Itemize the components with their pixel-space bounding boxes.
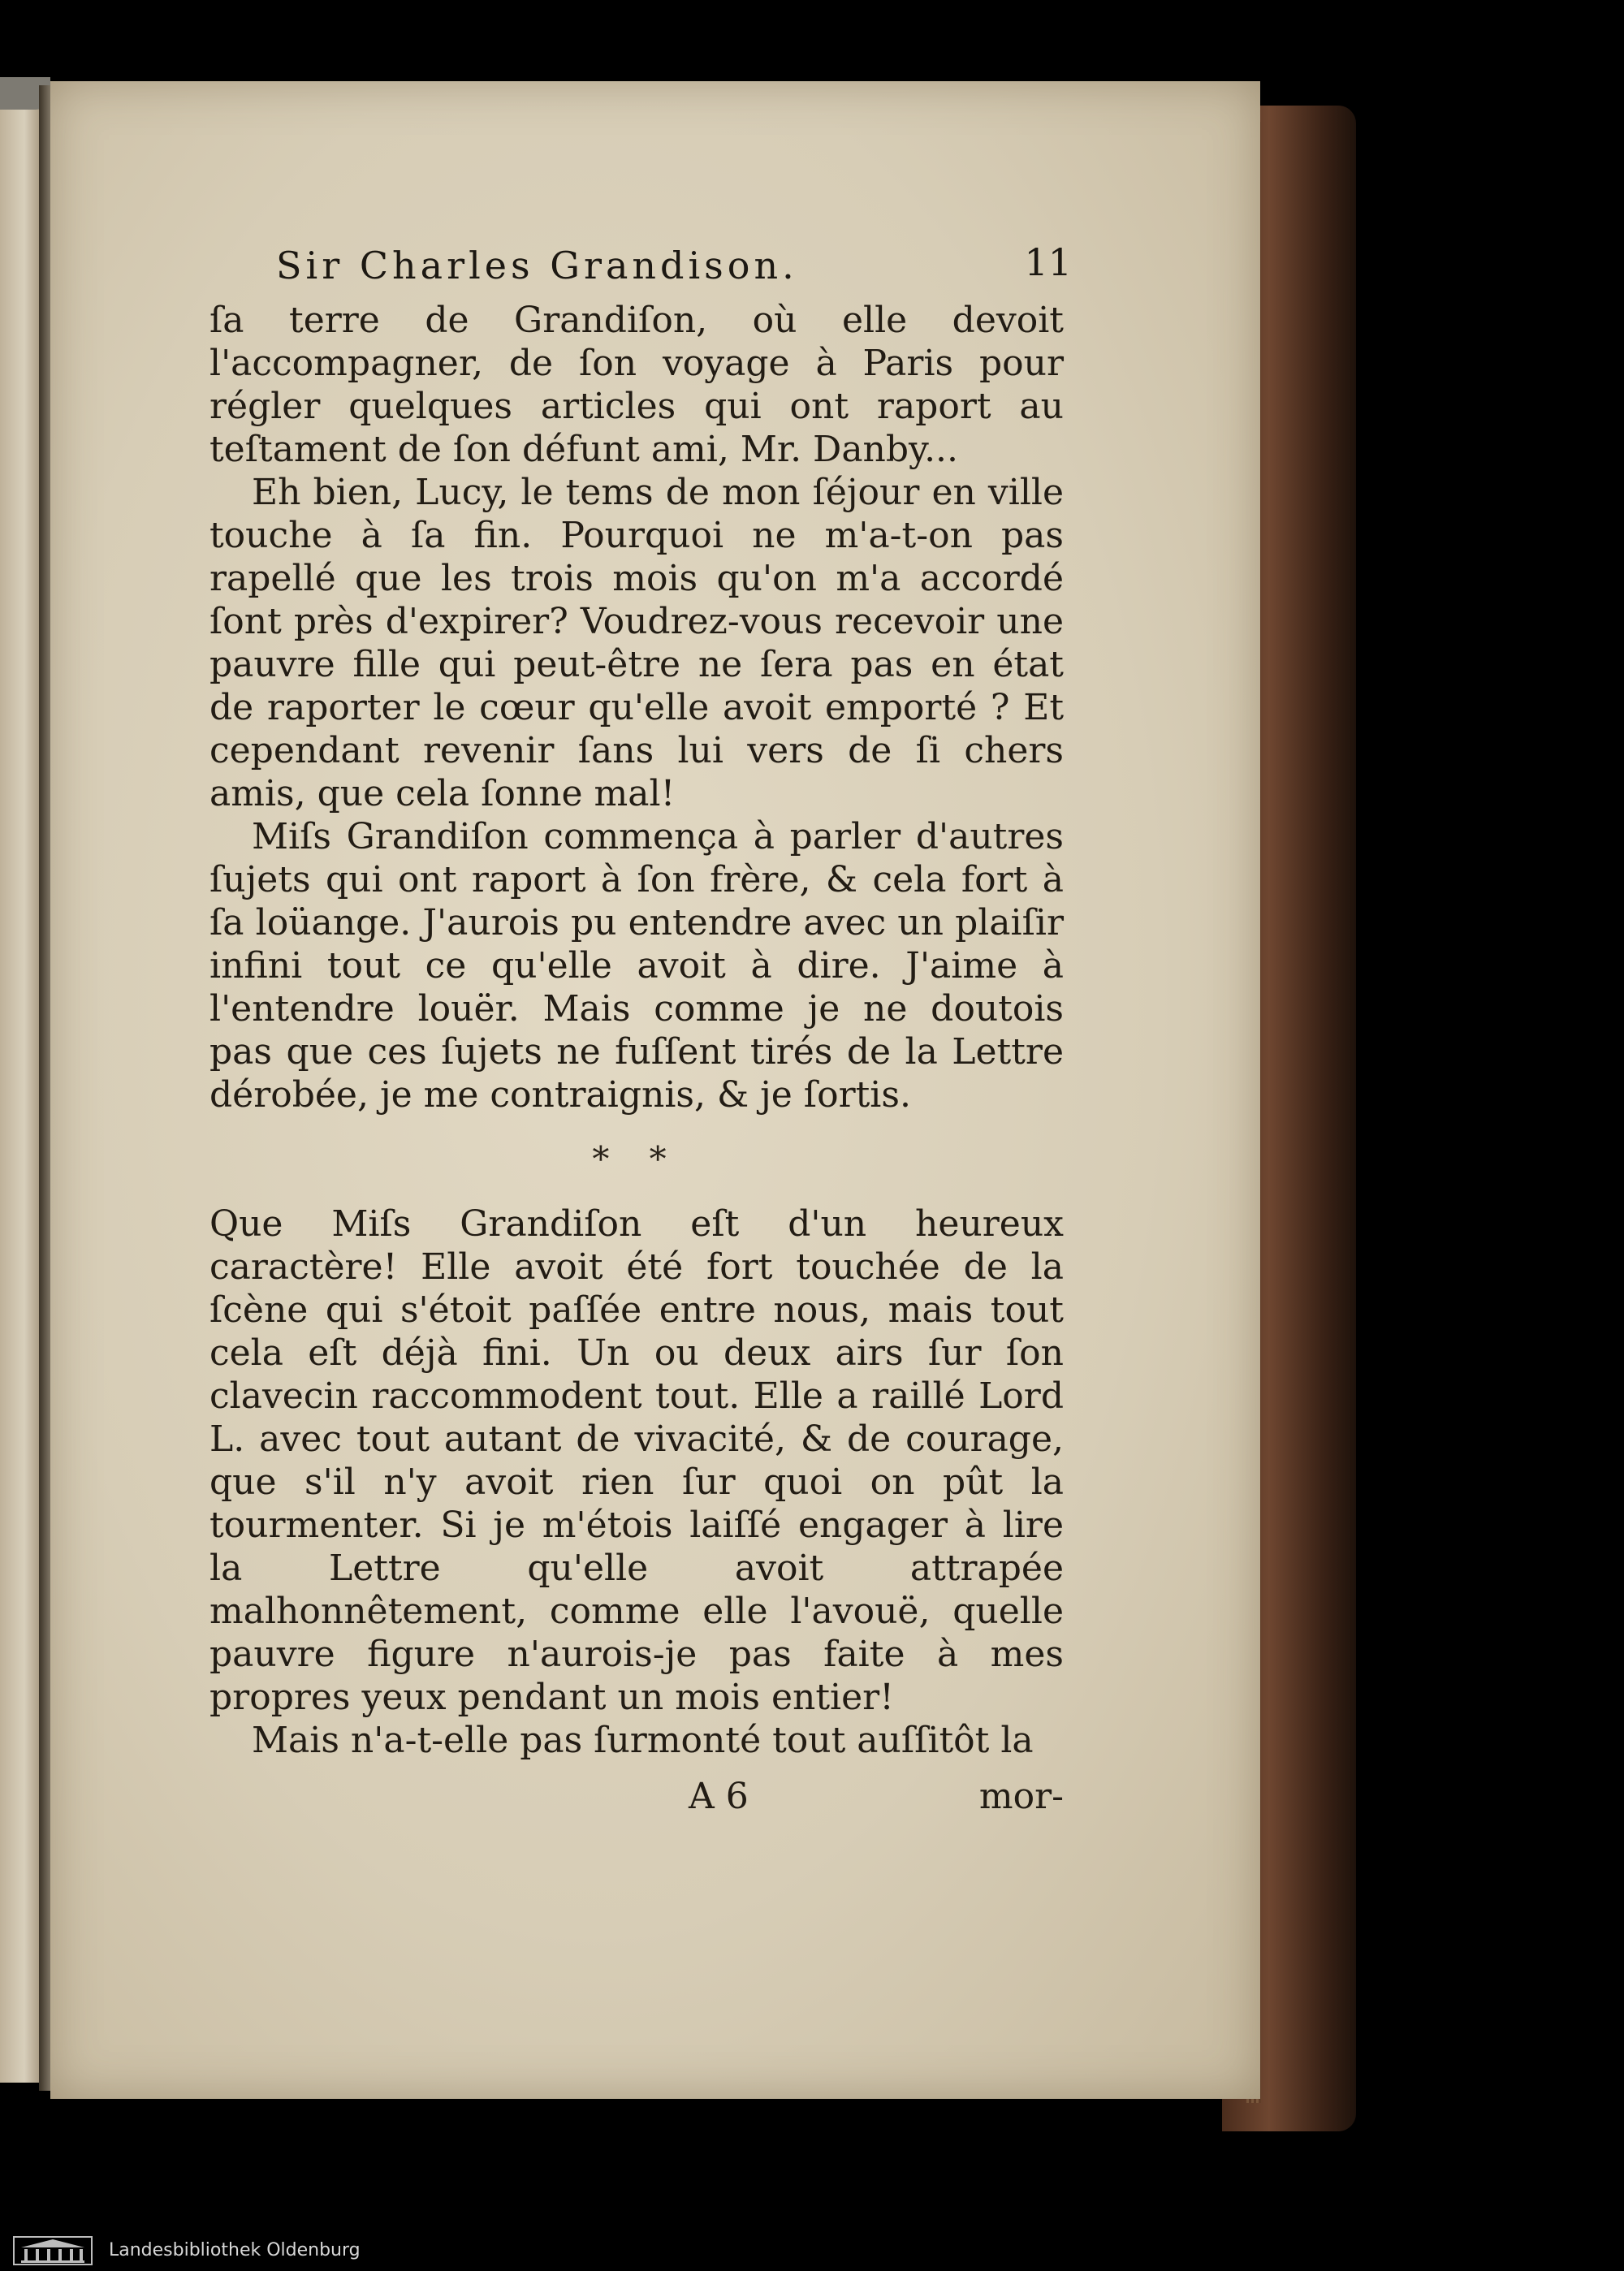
library-building-icon [13, 2236, 93, 2265]
signature-mark: A 6 [689, 1776, 749, 1817]
body-text [209, 299, 1064, 1762]
page-footer [209, 1774, 1064, 1820]
catchword: mor- [978, 1776, 1064, 1817]
paragraph-3: Miſs Grandiſon commença à parler d'autres ſujets qui ont raport à ſon frère, & cela fort à ſa loüange. J'aurois pu entendre avec un plaiſir infini tout ce qu'elle avoit à dire. J'aime à l'entendre louër. Mais comme je ne doutois pas que ces ſujets ne fuſſent tirés de la Lettre dérobée, je me contraignis, & je ſortis. [209, 816, 1064, 1116]
facing-page-edge [0, 97, 41, 2083]
page-number: 11 [1024, 240, 1072, 284]
running-head: Sir Charles Grandison. [276, 244, 798, 287]
paragraph-2: Eh bien, Lucy, le tems de mon ſéjour en ville touche à ſa fin. Pourquoi ne m'a-t-on pas rapellé que les trois mois qu'on m'a accordé ſont près d'expirer? Voudrez-vous recevoir une pauvre fille qui peut-être ne ſera pas en état de raporter le cœur qu'elle avoit emporté ? Et cependant revenir ſans lui vers de ſi chers amis, que cela ſonne mal! [209, 472, 1064, 814]
paragraph-5: Mais n'a-t-elle pas ſurmonté tout auſſitôt la [252, 1720, 1034, 1761]
paragraph-1: ſa terre de Grandiſon, où elle devoit l'accompagner, de ſon voyage à Paris pour régler quelques articles qui ont raport au teſtament de ſon défunt ami, Mr. Danby... [209, 300, 1064, 470]
paragraph-4: Que Miſs Grandiſon eſt d'un heureux caractère! Elle avoit été fort touchée de la ſcène qui s'étoit paſſée entre nous, mais tout cela eſt déjà fini. Un ou deux airs ſur ſon clavecin raccommodent tout. Elle a raillé Lord L. avec tout autant de vivacité, & de courage, que s'il n'y avoit rien ſur quoi on pût la tourmenter. Si je m'étois laiſſé engager à lire la Lettre qu'elle avoit attrapée malhonnêtement, comme elle l'avouë, quelle pauvre figure n'aurois-je pas faite à mes propres yeux pendant un mois entier! [209, 1203, 1064, 1718]
library-credit: Landesbibliothek Oldenburg [109, 2240, 361, 2260]
section-ornament: * * [592, 1139, 681, 1179]
